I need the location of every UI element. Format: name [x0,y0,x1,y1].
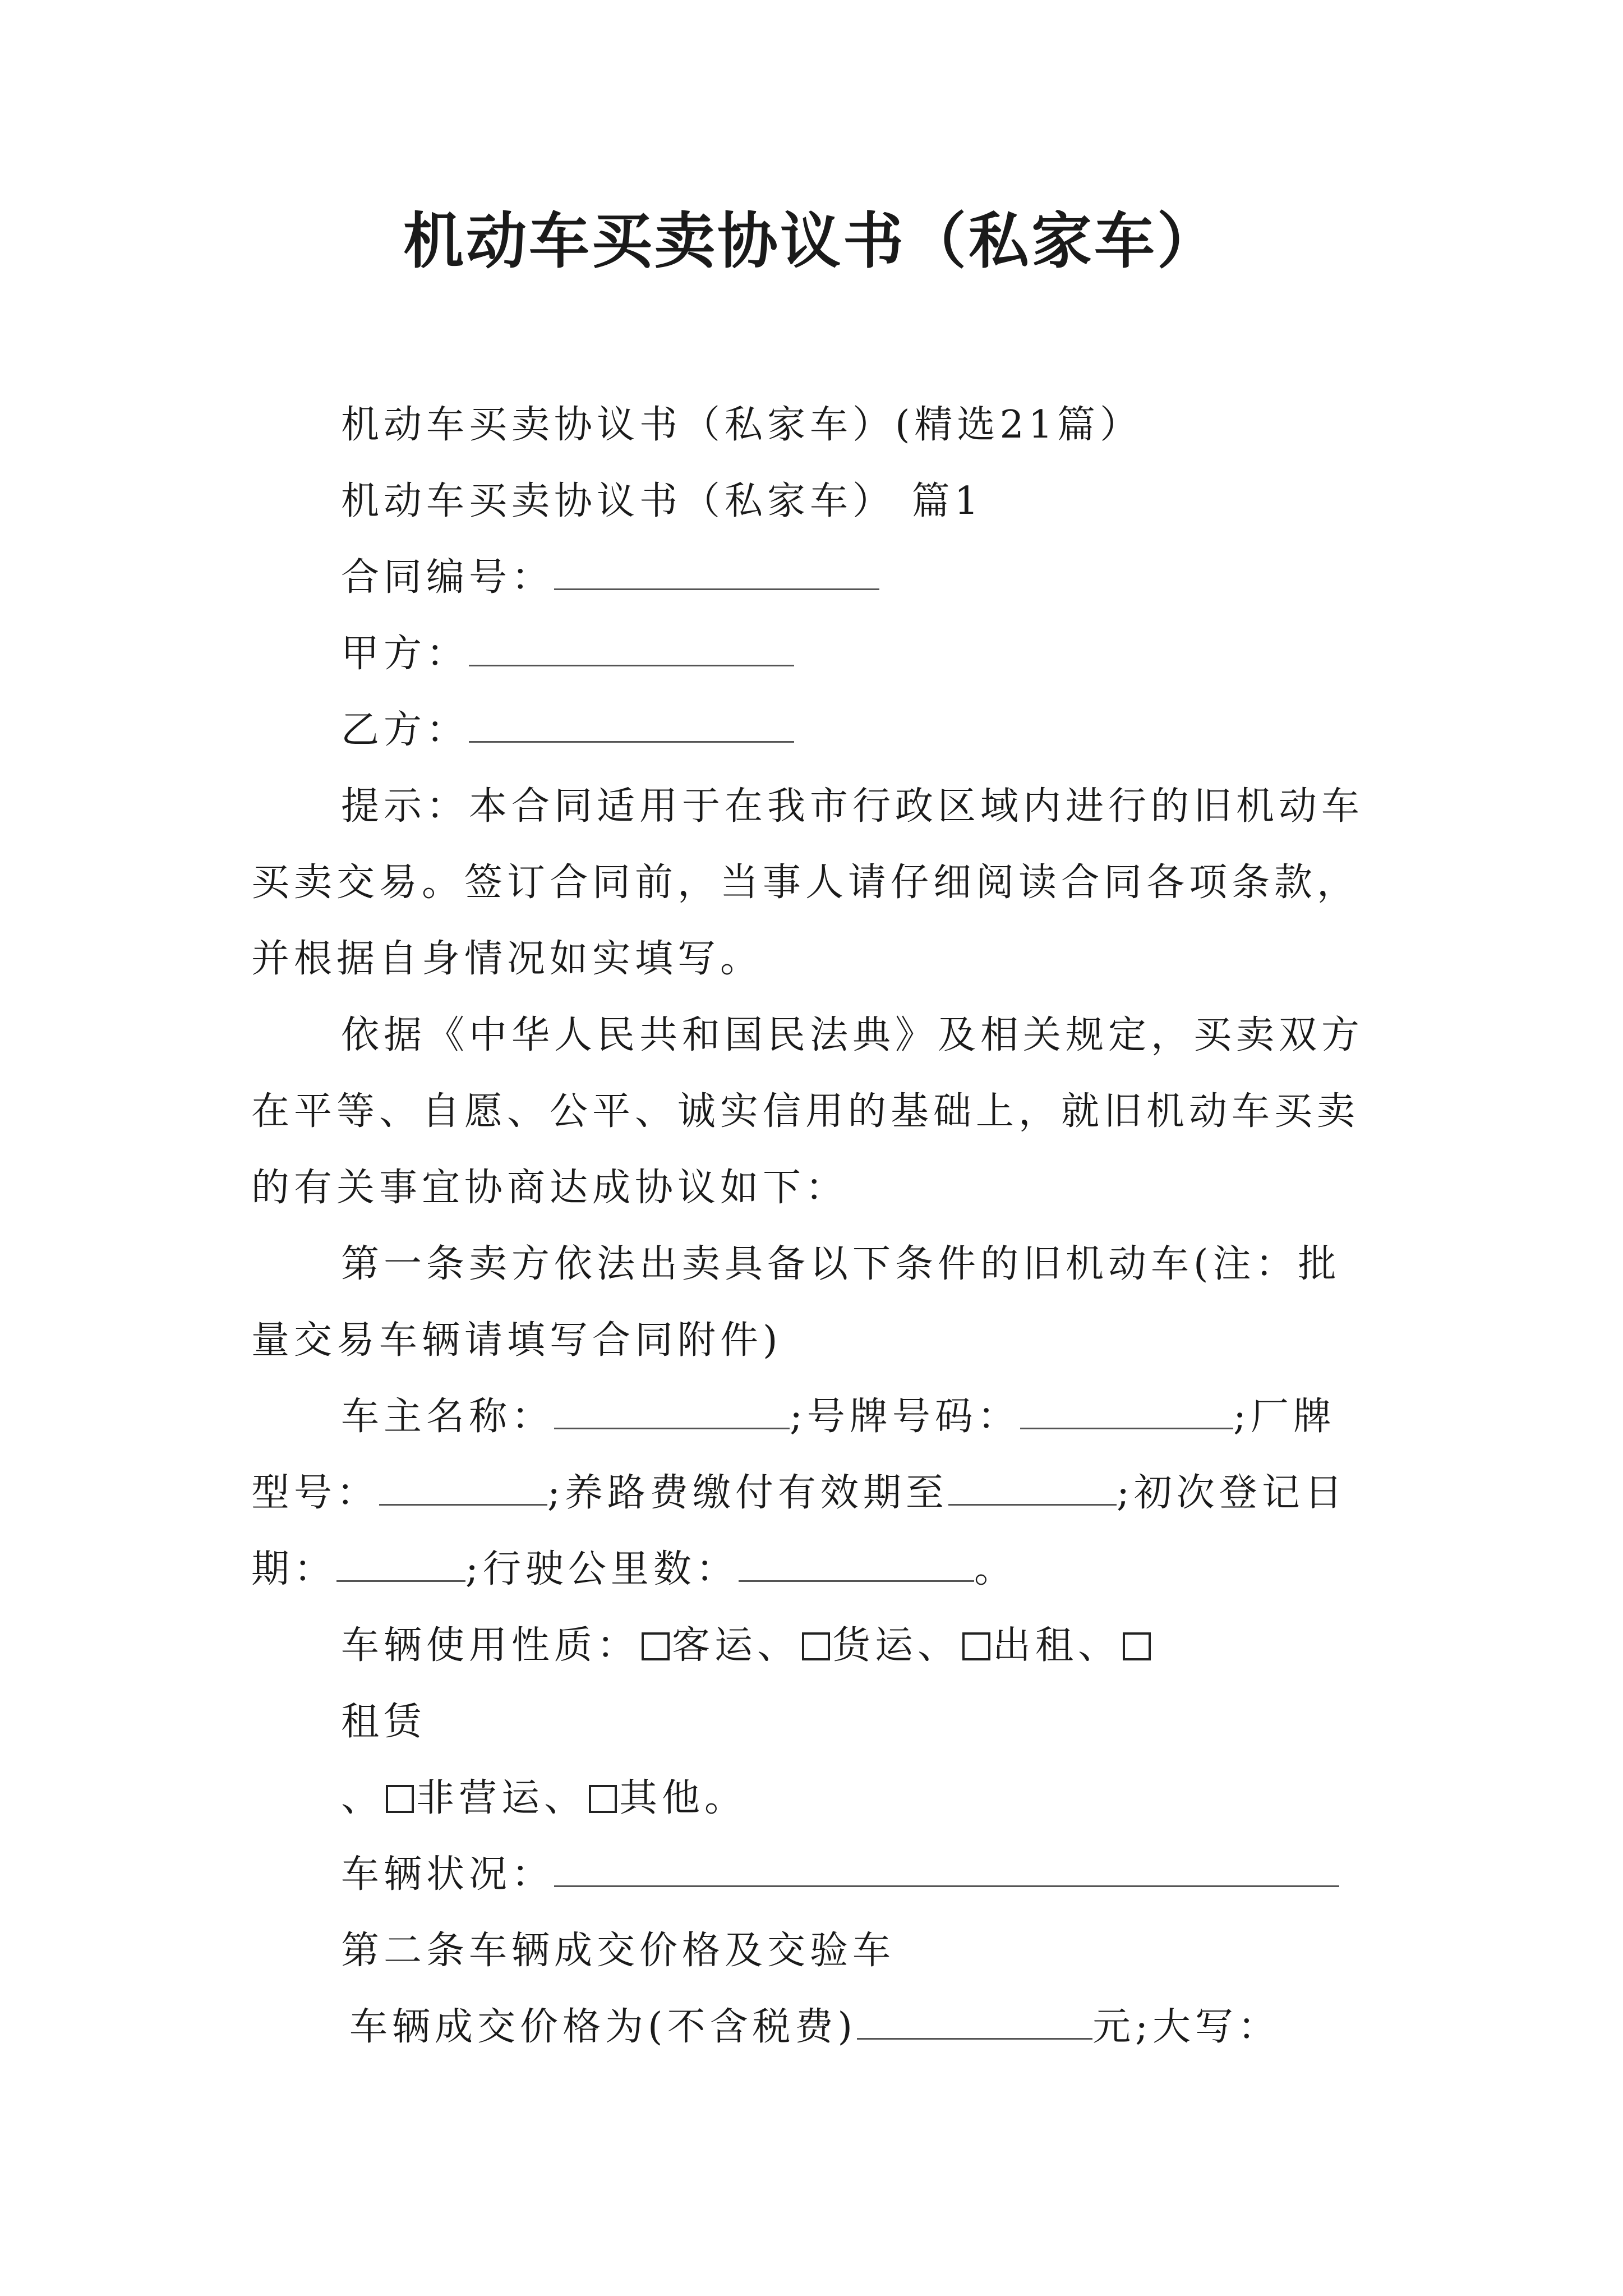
usage-line-3 [251,1760,1373,1837]
checkbox-rental[interactable] [962,1632,990,1660]
vehicle-info-line-2 [251,1455,1373,1531]
hint-line-2: 买卖交易。签订合同前，当事人请仔细阅读合同各项条款， [251,861,1360,905]
plate-blank[interactable] [1020,1395,1233,1429]
mileage-blank[interactable] [739,1548,974,1582]
subtitle: 机动车买卖协议书（私家车）(精选21篇） [341,403,1143,447]
article1-line-1: 第一条卖方依法出卖具备以下条件的旧机动车(注：批 [341,1242,1341,1286]
condition-blank[interactable] [554,1853,1339,1887]
checkbox-freight[interactable] [802,1632,830,1660]
usage-opt-freight: 货运、 [832,1623,961,1668]
usage-line-2: 租赁 [341,1700,427,1744]
road-fee-label: ;养路费缴付有效期至 [547,1471,948,1515]
vehicle-info-line-1 [251,1379,1373,1455]
party-b-label: 乙方： [341,708,469,752]
document-body [251,387,1373,2065]
usage-prefix: 、 [341,1776,384,1820]
checkbox-other[interactable] [589,1785,617,1813]
party-a-line [251,616,1373,692]
brand-label-a: ;厂牌 [1233,1395,1336,1439]
party-b-line [251,692,1373,769]
price-blank[interactable] [857,2005,1092,2040]
checkbox-passenger[interactable] [642,1632,670,1660]
contract-no-label: 合同编号： [341,555,555,600]
first-reg-label-b: 期： [251,1547,337,1591]
usage-line-1 [251,1608,1373,1684]
end-mark: 。 [974,1547,1017,1591]
first-reg-blank[interactable] [336,1548,465,1582]
party-a-blank[interactable] [469,632,794,666]
page-title: 机动车买卖协议书（私家车） [403,206,1220,277]
basis-line-2: 在平等、自愿、公平、诚实信用的基础上，就旧机动车买卖 [251,1089,1360,1134]
checkbox-nonop[interactable] [386,1785,414,1813]
basis-line-1: 依据《中华人民共和国民法典》及相关规定，买卖双方 [341,1013,1364,1057]
mileage-label: ;行驶公里数： [465,1547,739,1591]
brand-blank[interactable] [379,1471,547,1506]
condition-line [251,1837,1373,1913]
road-fee-blank[interactable] [948,1471,1117,1506]
condition-label: 车辆状况： [341,1852,555,1897]
basis-line-3: 的有关事宜协商达成协议如下： [251,1166,849,1210]
price-unit: 元;大写： [1092,2005,1280,2049]
vehicle-info-line-3 [251,1531,1373,1608]
usage-label: 车辆使用性质： [341,1623,640,1668]
usage-opt-rental: 出租、 [993,1623,1121,1668]
hint-line-3: 并根据自身情况如实填写。 [251,937,763,981]
usage-opt-other: 其他。 [619,1776,748,1820]
article2-heading: 第二条车辆成交价格及交验车 [341,1929,896,1973]
hint-line-1: 提示：本合同适用于在我市行政区域内进行的旧机动车 [341,784,1364,829]
article1-line-2: 量交易车辆请填写合同附件) [251,1318,782,1363]
contract-no-blank[interactable] [554,556,879,590]
owner-label: 车主名称： [341,1395,555,1439]
first-reg-label-a: ;初次登记日 [1116,1471,1347,1515]
contract-no-line [251,540,1373,616]
party-a-label: 甲方： [341,632,469,676]
owner-blank[interactable] [554,1395,790,1429]
party-b-blank[interactable] [469,708,794,743]
checkbox-lease[interactable] [1123,1632,1151,1660]
plate-label: ;号牌号码： [790,1395,1020,1439]
brand-label-b: 型号： [251,1471,380,1515]
usage-opt-passenger: 客运、 [672,1623,800,1668]
price-label: 车辆成交价格为(不含税费) [349,2005,857,2049]
usage-opt-nonop: 非营运、 [416,1776,587,1820]
price-line [251,1989,1373,2065]
section-heading: 机动车买卖协议书（私家车） 篇1 [341,479,983,523]
